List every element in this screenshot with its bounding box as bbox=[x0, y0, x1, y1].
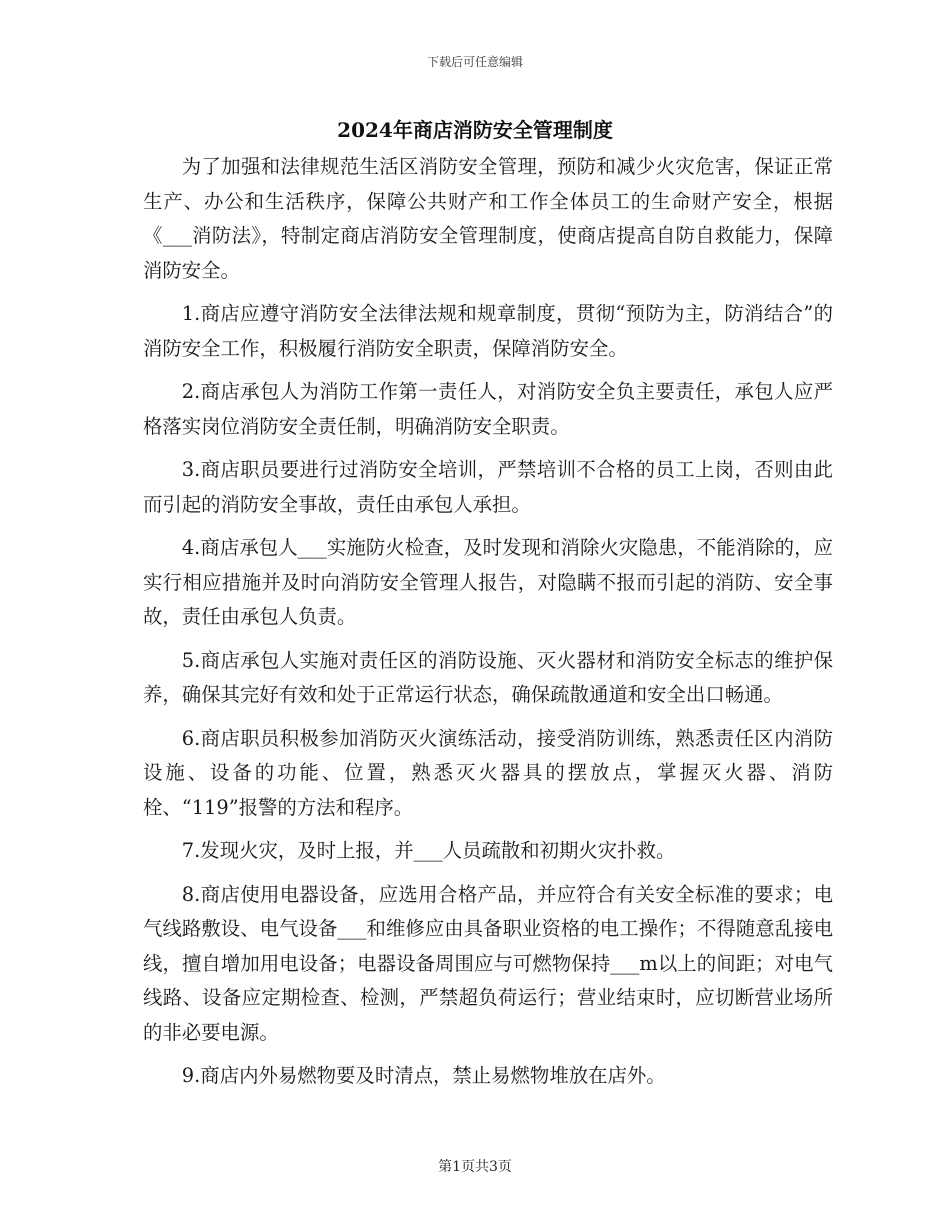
paragraph-intro: 为了加强和法律规范生活区消防安全管理，预防和减少火灾危害，保证正常生产、办公和生活秩序，保障公共财产和工作全体员工的生命财产安全，根据《___消防法》，特制定商店消防安全管理制度，使商店提高自防自救能力，保障消防安全。 bbox=[143, 155, 833, 282]
paragraph-item-5: 5.商店承包人实施对责任区的消防设施、灭火器材和消防安全标志的维护保养，确保其完好有效和处于正常运行状态，确保疏散通道和安全出口畅通。 bbox=[143, 648, 833, 706]
paragraph-item-8: 8.商店使用电器设备，应选用合格产品，并应符合有关安全标准的要求；电气线路敷设、电气设备___和维修应由具备职业资格的电工操作；不得随意乱接电线，擅自增加用电设备；电器设备周围应与可燃物保持___m以上的间距；对电气线路、设备应定期检查、检测，严禁超负荷运行；营业结束时，应切断营业场所的非必要电源。 bbox=[143, 882, 833, 1044]
paragraph-item-4: 4.商店承包人___实施防火检查，及时发现和消除火灾隐患，不能消除的，应实行相应措施并及时向消防安全管理人报告，对隐瞒不报而引起的消防、安全事故，责任由承包人负责。 bbox=[143, 536, 833, 628]
header-note: 下载后可任意编辑 bbox=[426, 55, 523, 69]
document-body bbox=[143, 150, 833, 1103]
paragraph-item-2: 2.商店承包人为消防工作第一责任人，对消防安全负主要责任，承包人应严格落实岗位消防安全责任制，明确消防安全职责。 bbox=[143, 380, 833, 438]
document-title: 2024年商店消防安全管理制度 bbox=[337, 118, 613, 142]
paragraph-item-1: 1.商店应遵守消防安全法律法规和规章制度，贯彻“预防为主，防消结合”的消防安全工作，积极履行消防安全职责，保障消防安全。 bbox=[143, 302, 833, 360]
paragraph-item-3: 3.商店职员要进行过消防安全培训，严禁培训不合格的员工上岗，否则由此而引起的消防安全事故，责任由承包人承担。 bbox=[143, 458, 833, 516]
page-footer: 第1页共3页 bbox=[438, 1159, 512, 1175]
paragraph-item-9: 9.商店内外易燃物要及时清点，禁止易燃物堆放在店外。 bbox=[181, 1064, 666, 1087]
paragraph-item-7: 7.发现火灾，及时上报，并___人员疏散和初期火灾扑救。 bbox=[181, 839, 676, 862]
paragraph-item-6: 6.商店职员积极参加消防灭火演练活动，接受消防训练，熟悉责任区内消防设施、设备的功能、位置，熟悉灭火器具的摆放点，掌握灭火器、消防栓、“119”报警的方法和程序。 bbox=[143, 726, 833, 819]
